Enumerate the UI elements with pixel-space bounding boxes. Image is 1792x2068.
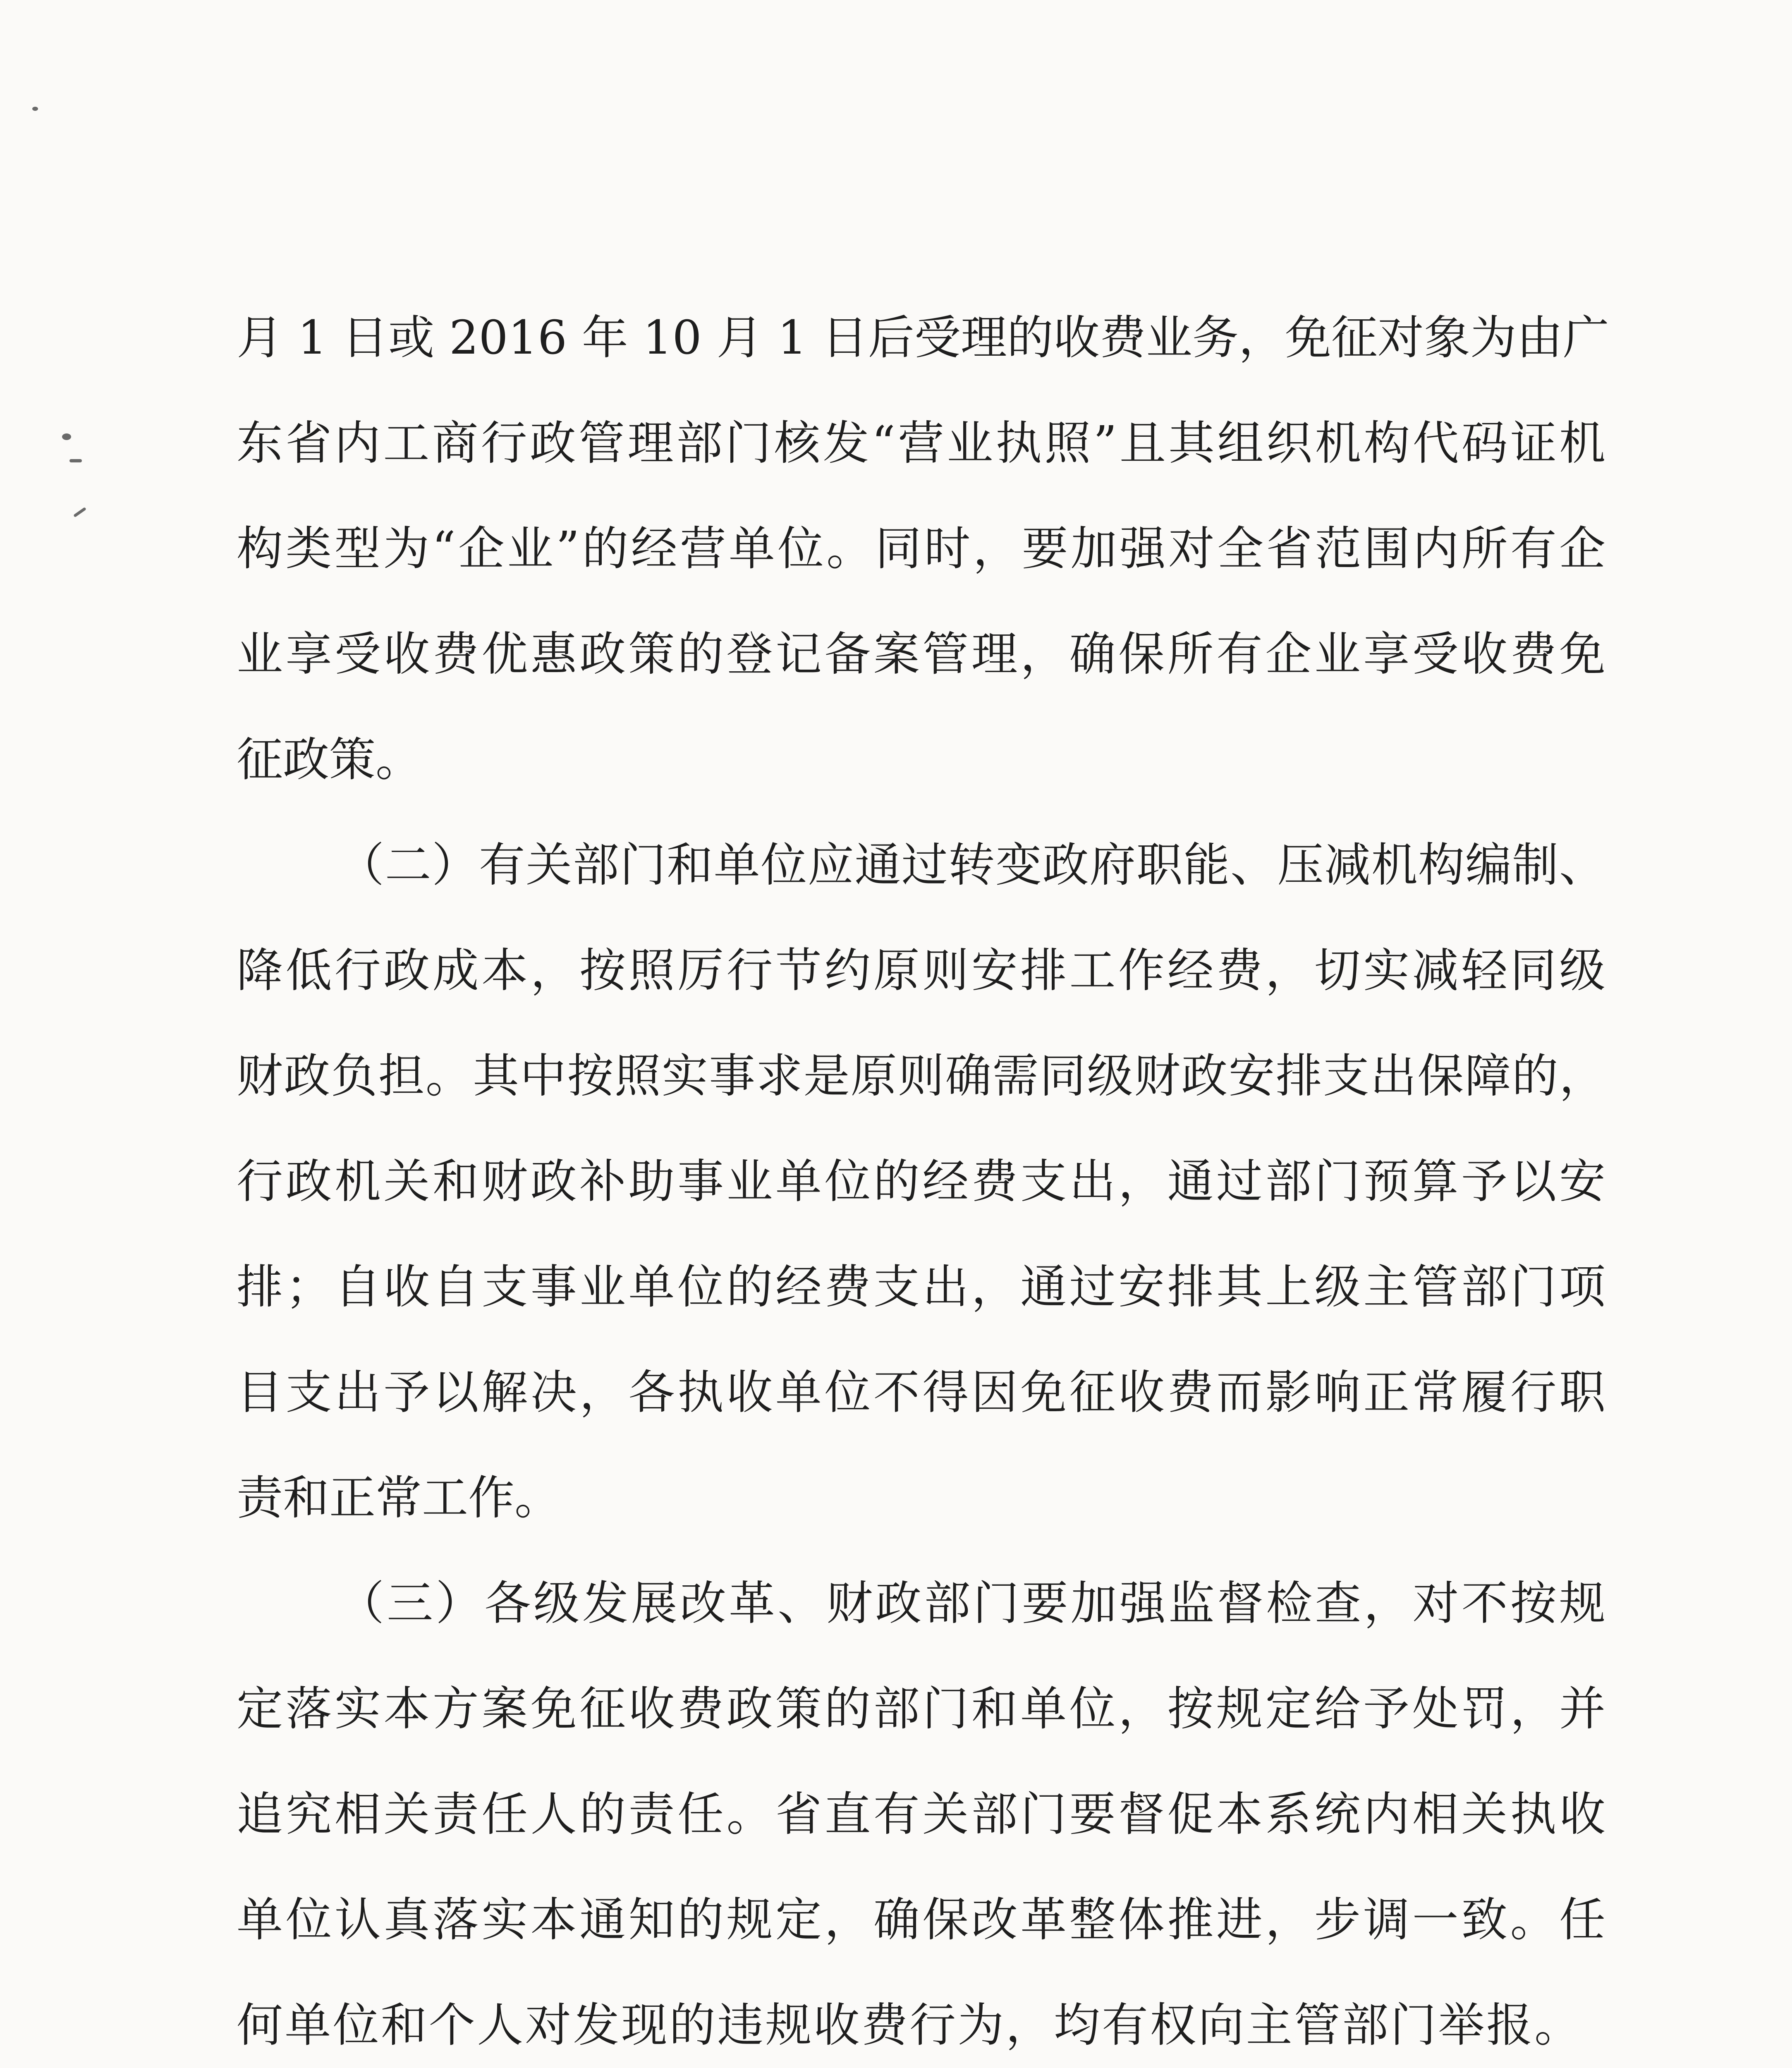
- body-text: [237, 285, 1610, 2068]
- text-line: [237, 1340, 1610, 1446]
- text-line: [237, 391, 1610, 496]
- text-line-content: 业享受收费优惠政策的登记备案管理，确保所有企业享受收费免: [237, 627, 1605, 681]
- text-line: [237, 602, 1610, 707]
- text-line: [237, 1656, 1610, 1762]
- text-line-content: 月 1 日或 2016 年 10 月 1 日后受理的收费业务，免征对象为由广: [237, 311, 1609, 365]
- text-line-content: 责和正常工作。: [237, 1471, 561, 1525]
- text-line: [237, 496, 1610, 602]
- text-line: [237, 1446, 1610, 1551]
- text-line: [237, 1973, 1610, 2068]
- text-line-content: 单位认真落实本通知的规定，确保改革整体推进，步调一致。任: [237, 1893, 1605, 1947]
- text-line-content: 追究相关责任人的责任。省直有关部门要督促本系统内相关执收: [237, 1788, 1605, 1841]
- text-line: [237, 1762, 1610, 1867]
- text-line-content: 征政策。: [237, 733, 422, 787]
- text-line-content: （二）有关部门和单位应通过转变政府职能、压减机构编制、: [338, 838, 1605, 892]
- text-line-content: 行政机关和财政补助事业单位的经费支出，通过部门预算予以安: [237, 1155, 1605, 1209]
- text-line-content: 降低行政成本，按照厉行节约原则安排工作经费，切实减轻同级: [237, 944, 1605, 998]
- text-line-content: 构类型为“企业”的经营单位。同时，要加强对全省范围内所有企: [237, 522, 1605, 576]
- text-line: [237, 1867, 1610, 1973]
- text-line-content: （三）各级发展改革、财政部门要加强监督检查，对不按规: [338, 1577, 1605, 1630]
- text-line: [237, 1235, 1610, 1340]
- text-line-content: 东省内工商行政管理部门核发“营业执照”且其组织机构代码证机: [237, 416, 1605, 470]
- text-line: [237, 1129, 1610, 1235]
- scan-speck: [32, 107, 38, 111]
- text-line-content: 定落实本方案免征收费政策的部门和单位，按规定给予处罚，并: [237, 1682, 1605, 1736]
- text-line: [237, 707, 1610, 813]
- text-line: [237, 1024, 1610, 1129]
- text-line-content: 何单位和个人对发现的违规收费行为，均有权向主管部门举报。: [237, 1999, 1581, 2052]
- text-line-content: 财政负担。其中按照实事求是原则确需同级财政安排支出保障的，: [237, 1049, 1605, 1103]
- scan-speck: [73, 507, 86, 517]
- text-line: [338, 813, 1610, 918]
- scan-speck: [69, 459, 82, 462]
- text-line: [237, 285, 1610, 391]
- scan-speck: [62, 433, 71, 440]
- text-line: [338, 1551, 1610, 1656]
- text-line: [237, 918, 1610, 1024]
- text-line-content: 排；自收自支事业单位的经费支出，通过安排其上级主管部门项: [237, 1260, 1605, 1314]
- text-line-content: 目支出予以解决，各执收单位不得因免征收费而影响正常履行职: [237, 1366, 1605, 1419]
